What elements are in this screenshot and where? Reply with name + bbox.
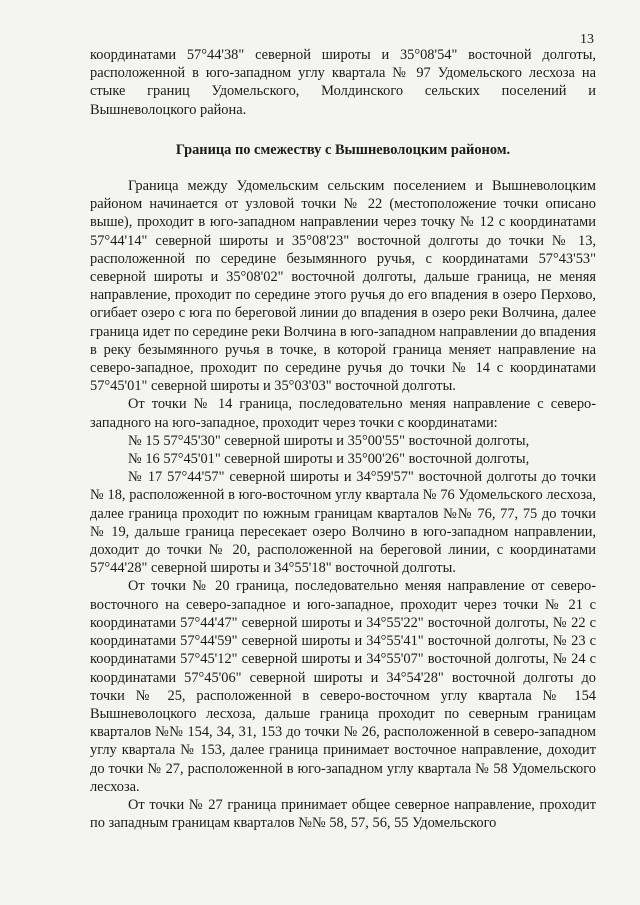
coord-line-16: № 16 57°45'01" северной широты и 35°00'26" восточной долготы, (128, 451, 530, 468)
paragraph-point-17: № 17 57°44'57" северной широты и 34°59'57" восточной долготы до точки № 18, расположенной в юго-восточном углу квартала № 76 Удомельского лесхоза, далее граница проходит по южным границам кварталов №№ 76, 77, 75 до точки № 19, дальше граница пересекает озеро Волчино в юго-западном направлении, доходит до точки № 20, расположенной на береговой линии, с координатами 57°44'28" северной широты и 34°55'18" восточной долготы. (90, 469, 596, 577)
paragraph-boundary-start: Граница между Удомельским сельским поселением и Вышневолоцким районом начинается от узловой точки № 22 (местоположение точки описано выше), проходит в юго-западном направлении через точку № 12 с координатами 57°44'14" северной широты и 35°08'23" восточной долготы до точки № 13, расположенной по середине безымянного ручья, с координатами 57°43'53" северной широты и 35°08'02" восточной долготы, дальше граница, не меняя направление, проходит по середине этого ручья до его впадения в озеро Перхово, огибает озеро с юга по береговой линии до впадения в озеро реки Волчина, далее граница идет по середине реки Волчина в юго-западном направлении до впадения в реку безымянного ручья в точке, в которой граница меняет направление на северо-западное, проходит по середине ручья до точки № 14 с координатами 57°45'01" северной широты и 35°03'03" восточной долготы. (90, 178, 596, 395)
paragraph-point-27: От точки № 27 граница принимает общее северное направление, проходит по западным границам кварталов №№ 58, 57, 56, 55 Удомельского (90, 796, 596, 832)
page-number: 13 (580, 32, 594, 47)
document-body (90, 46, 596, 832)
coord-line-15: № 15 57°45'30" северной широты и 35°00'55" восточной долготы, (128, 432, 530, 449)
top-paragraph: координатами 57°44'38" северной широты и 35°08'54" восточной долготы, расположенной в юго-западном углу квартала № 97 Удомельского лесхоза на стыке границ Удомельского, Молдинского сельских поселений и Вышневолоцкого района. (90, 47, 596, 118)
paragraph-point-14: От точки № 14 граница, последовательно меняя направление с северо-западного на юго-западное, проходит через точки с координатами: (90, 396, 596, 431)
section-heading: Граница по смежеству с Вышневолоцким районом. (175, 141, 511, 158)
paragraph-point-20: От точки № 20 граница, последовательно меняя направление от северо-восточного на северо-западное и юго-западное, проходит через точки № 21 с координатами 57°44'47" северной широты и 34°55'22" восточной долготы, № 22 с координатами 57°44'59" северной широты и 34°55'41" восточной долготы, № 23 с координатами 57°45'12" северной широты и 34°55'07" восточной долготы, № 24 с координатами 57°45'06" северной широты и 34°54'28" восточной долготы до точки № 25, расположенной в северо-восточном углу квартала № 154 Вышневолоцкого лесхоза, дальше граница проходит по северным границам кварталов №№ 154, 34, 31, 153 до точки № 26, расположенной в северо-западном углу квартала № 153, далее граница принимает восточное направление, доходит до точки № 27, расположенной в юго-западном углу квартала № 58 Удомельского лесхоза. (90, 578, 596, 795)
